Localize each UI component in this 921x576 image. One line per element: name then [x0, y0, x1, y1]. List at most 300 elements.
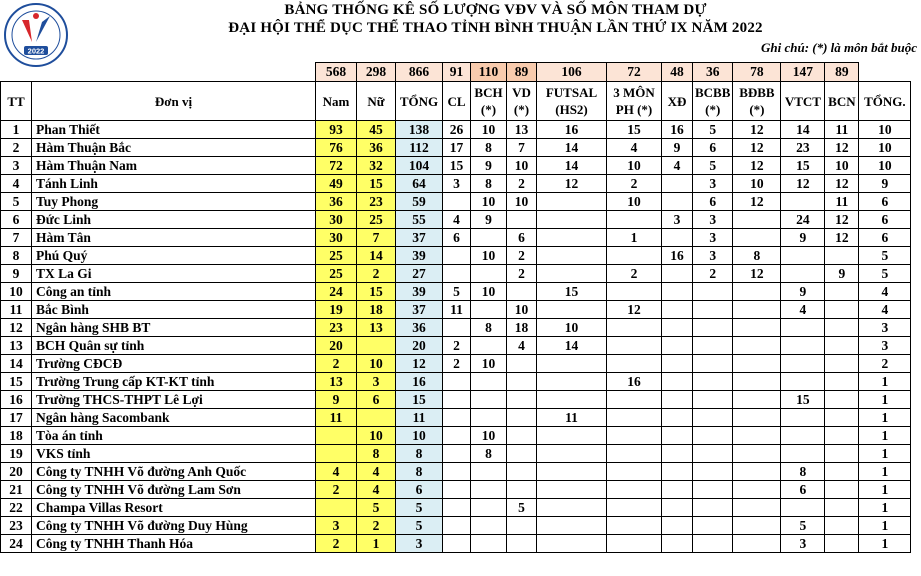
cell-cl: 11: [443, 301, 471, 319]
cell-3mon: 10: [607, 157, 662, 175]
cell-bdbb: 8: [733, 247, 781, 265]
cell-bcbb: 5: [693, 121, 733, 139]
cell-nu: 36: [357, 139, 396, 157]
cell-tong: 11: [396, 409, 443, 427]
cell-vd: 10: [507, 301, 537, 319]
cell-xd: [662, 481, 693, 499]
cell-tong: 55: [396, 211, 443, 229]
total-bch: 110: [471, 63, 507, 82]
cell-bcbb: 6: [693, 139, 733, 157]
table-row: [1, 373, 911, 391]
cell-xd: 16: [662, 247, 693, 265]
col-bcbb: BCBB (*): [693, 82, 733, 121]
cell-nu: 2: [357, 265, 396, 283]
cell-bcbb: [693, 517, 733, 535]
cell-vtct: [781, 445, 825, 463]
cell-tong: 3: [396, 535, 443, 553]
cell-bdbb: 12: [733, 139, 781, 157]
cell-unit: TX La Gi: [32, 265, 316, 283]
cell-3mon: [607, 283, 662, 301]
cell-vtct: 5: [781, 517, 825, 535]
cell-bcbb: [693, 283, 733, 301]
table-row: [1, 445, 911, 463]
cell-bcn: [825, 319, 859, 337]
cell-unit: Tuy Phong: [32, 193, 316, 211]
cell-cl: 2: [443, 337, 471, 355]
cell-tong: 104: [396, 157, 443, 175]
cell-tong: 15: [396, 391, 443, 409]
cell-nu: 15: [357, 175, 396, 193]
cell-nu: 13: [357, 319, 396, 337]
cell-3mon: 10: [607, 193, 662, 211]
table-row: [1, 301, 911, 319]
cell-nam: [316, 427, 357, 445]
cell-futsal: 12: [537, 175, 607, 193]
cell-vd: 6: [507, 229, 537, 247]
cell-vd: 10: [507, 193, 537, 211]
cell-nu: 45: [357, 121, 396, 139]
cell-nu: 23: [357, 193, 396, 211]
cell-futsal: [537, 535, 607, 553]
cell-vd: 18: [507, 319, 537, 337]
cell-bcn: [825, 373, 859, 391]
cell-tong-mon: 2: [859, 355, 911, 373]
cell-tong-mon: 1: [859, 481, 911, 499]
cell-3mon: [607, 391, 662, 409]
cell-tt: 17: [1, 409, 32, 427]
cell-xd: [662, 319, 693, 337]
cell-unit: Phan Thiết: [32, 121, 316, 139]
cell-vd: [507, 211, 537, 229]
cell-nu: [357, 337, 396, 355]
cell-bch: [471, 391, 507, 409]
cell-unit: Công ty TNHH Võ đường Anh Quốc: [32, 463, 316, 481]
cell-nu: 7: [357, 229, 396, 247]
cell-bch: 8: [471, 319, 507, 337]
cell-vtct: [781, 319, 825, 337]
cell-bdbb: [733, 283, 781, 301]
cell-bcn: 10: [825, 157, 859, 175]
cell-tt: 5: [1, 193, 32, 211]
table-row: [1, 319, 911, 337]
col-futsal: FUTSAL (HS2): [537, 82, 607, 121]
cell-nam: 23: [316, 319, 357, 337]
cell-vd: 2: [507, 265, 537, 283]
cell-tong-mon: 9: [859, 175, 911, 193]
cell-unit: Bắc Bình: [32, 301, 316, 319]
cell-bdbb: [733, 301, 781, 319]
cell-3mon: [607, 499, 662, 517]
cell-tong-mon: 10: [859, 139, 911, 157]
cell-tong: 36: [396, 319, 443, 337]
table-row: [1, 463, 911, 481]
cell-unit: Công ty TNHH Võ đường Lam Sơn: [32, 481, 316, 499]
col-cl: CL: [443, 82, 471, 121]
cell-3mon: [607, 445, 662, 463]
total-bdbb: 78: [733, 63, 781, 82]
cell-bcn: [825, 463, 859, 481]
cell-bdbb: [733, 445, 781, 463]
cell-xd: [662, 265, 693, 283]
cell-cl: 2: [443, 355, 471, 373]
cell-vd: 4: [507, 337, 537, 355]
cell-tt: 20: [1, 463, 32, 481]
cell-bdbb: [733, 229, 781, 247]
total-vd: 89: [507, 63, 537, 82]
cell-unit: Tánh Linh: [32, 175, 316, 193]
cell-tt: 4: [1, 175, 32, 193]
cell-tong-mon: 1: [859, 517, 911, 535]
cell-tong: 138: [396, 121, 443, 139]
col-3mon: 3 MÔN PH (*): [607, 82, 662, 121]
cell-tong-mon: 1: [859, 427, 911, 445]
cell-cl: [443, 265, 471, 283]
cell-futsal: 10: [537, 319, 607, 337]
cell-vtct: 24: [781, 211, 825, 229]
col-bch: BCH (*): [471, 82, 507, 121]
col-tong-mon: TỔNG.: [859, 82, 911, 121]
cell-bch: [471, 499, 507, 517]
page-title: BẢNG THỐNG KÊ SỐ LƯỢNG VĐV VÀ SỐ MÔN THAM DỰ: [284, 2, 707, 18]
cell-bcn: [825, 445, 859, 463]
cell-futsal: [537, 193, 607, 211]
cell-nam: 11: [316, 409, 357, 427]
cell-bch: 9: [471, 211, 507, 229]
cell-bch: 10: [471, 355, 507, 373]
col-nu: Nữ: [357, 82, 396, 121]
cell-tt: 9: [1, 265, 32, 283]
cell-tt: 2: [1, 139, 32, 157]
cell-3mon: [607, 247, 662, 265]
table-row: [1, 517, 911, 535]
cell-unit: Ngân hàng Sacombank: [32, 409, 316, 427]
cell-bdbb: [733, 517, 781, 535]
header-row: [1, 82, 911, 121]
col-vd: VD (*): [507, 82, 537, 121]
cell-bdbb: [733, 391, 781, 409]
cell-vtct: [781, 409, 825, 427]
cell-nam: 25: [316, 247, 357, 265]
cell-futsal: [537, 247, 607, 265]
cell-bcbb: [693, 463, 733, 481]
cell-xd: 9: [662, 139, 693, 157]
cell-tong-mon: 1: [859, 445, 911, 463]
cell-vtct: [781, 499, 825, 517]
cell-nu: [357, 409, 396, 427]
cell-cl: [443, 319, 471, 337]
total-tong: 866: [396, 63, 443, 82]
cell-xd: [662, 499, 693, 517]
cell-xd: [662, 355, 693, 373]
cell-bcn: 9: [825, 265, 859, 283]
cell-bcn: [825, 301, 859, 319]
cell-tong-mon: 1: [859, 391, 911, 409]
cell-bdbb: 10: [733, 175, 781, 193]
cell-unit: Công ty TNHH Võ đường Duy Hùng: [32, 517, 316, 535]
cell-tong: 27: [396, 265, 443, 283]
cell-cl: [443, 427, 471, 445]
cell-tong: 112: [396, 139, 443, 157]
cell-nam: 25: [316, 265, 357, 283]
total-xd: 48: [662, 63, 693, 82]
cell-nam: 20: [316, 337, 357, 355]
cell-xd: [662, 535, 693, 553]
cell-vtct: [781, 427, 825, 445]
cell-xd: [662, 175, 693, 193]
cell-tong-mon: 5: [859, 247, 911, 265]
cell-cl: [443, 535, 471, 553]
cell-nu: 3: [357, 373, 396, 391]
col-tong: TỔNG: [396, 82, 443, 121]
cell-tong: 64: [396, 175, 443, 193]
total-nam: 568: [316, 63, 357, 82]
cell-bch: 10: [471, 283, 507, 301]
cell-bcn: [825, 409, 859, 427]
cell-tong: 8: [396, 463, 443, 481]
cell-vd: [507, 373, 537, 391]
cell-vd: [507, 427, 537, 445]
cell-tong: 16: [396, 373, 443, 391]
table-row: [1, 157, 911, 175]
col-xd: XĐ: [662, 82, 693, 121]
cell-bdbb: 12: [733, 265, 781, 283]
cell-tt: 6: [1, 211, 32, 229]
table-row: [1, 499, 911, 517]
cell-xd: [662, 517, 693, 535]
cell-bch: [471, 373, 507, 391]
cell-unit: BCH Quân sự tỉnh: [32, 337, 316, 355]
cell-3mon: [607, 319, 662, 337]
col-bcn: BCN: [825, 82, 859, 121]
cell-bch: 8: [471, 139, 507, 157]
cell-nam: 4: [316, 463, 357, 481]
cell-3mon: [607, 463, 662, 481]
cell-vtct: 4: [781, 301, 825, 319]
cell-tt: 3: [1, 157, 32, 175]
cell-cl: [443, 193, 471, 211]
col-unit: Đơn vị: [32, 82, 316, 121]
cell-cl: 15: [443, 157, 471, 175]
cell-bdbb: [733, 409, 781, 427]
cell-vtct: 15: [781, 157, 825, 175]
cell-nam: 2: [316, 355, 357, 373]
cell-vd: [507, 283, 537, 301]
cell-cl: [443, 409, 471, 427]
cell-tong: 12: [396, 355, 443, 373]
cell-bch: 10: [471, 247, 507, 265]
page-subtitle: ĐẠI HỘI THỂ DỤC THỂ THAO TỈNH BÌNH THUẬN LẦN THỨ IX NĂM 2022: [228, 20, 763, 36]
cell-bch: 8: [471, 445, 507, 463]
cell-nam: 30: [316, 211, 357, 229]
cell-tong-mon: 3: [859, 337, 911, 355]
cell-bcbb: [693, 319, 733, 337]
table-row: [1, 535, 911, 553]
cell-3mon: 16: [607, 373, 662, 391]
cell-tong-mon: 6: [859, 211, 911, 229]
table-row: [1, 337, 911, 355]
cell-futsal: [537, 355, 607, 373]
cell-vtct: [781, 265, 825, 283]
cell-unit: Champa Villas Resort: [32, 499, 316, 517]
cell-nu: 18: [357, 301, 396, 319]
cell-bch: [471, 535, 507, 553]
cell-nam: 2: [316, 481, 357, 499]
cell-nu: 6: [357, 391, 396, 409]
cell-tong: 39: [396, 283, 443, 301]
cell-bcn: [825, 499, 859, 517]
totals-row: [1, 63, 911, 82]
cell-tt: 12: [1, 319, 32, 337]
cell-cl: 5: [443, 283, 471, 301]
cell-cl: 17: [443, 139, 471, 157]
cell-futsal: 16: [537, 121, 607, 139]
cell-3mon: 2: [607, 265, 662, 283]
cell-nu: 15: [357, 283, 396, 301]
cell-xd: 4: [662, 157, 693, 175]
cell-bcbb: [693, 391, 733, 409]
cell-nam: 49: [316, 175, 357, 193]
cell-3mon: 15: [607, 121, 662, 139]
cell-cl: 26: [443, 121, 471, 139]
total-cl: 91: [443, 63, 471, 82]
cell-bcbb: [693, 355, 733, 373]
cell-bch: 10: [471, 193, 507, 211]
cell-bcbb: [693, 481, 733, 499]
cell-vtct: [781, 337, 825, 355]
cell-tt: 1: [1, 121, 32, 139]
table-row: [1, 229, 911, 247]
cell-cl: [443, 481, 471, 499]
cell-vd: 5: [507, 499, 537, 517]
cell-tong-mon: 10: [859, 157, 911, 175]
cell-futsal: [537, 499, 607, 517]
cell-xd: [662, 229, 693, 247]
cell-vd: [507, 463, 537, 481]
cell-tong: 39: [396, 247, 443, 265]
cell-nu: 32: [357, 157, 396, 175]
cell-tt: 10: [1, 283, 32, 301]
cell-nam: 36: [316, 193, 357, 211]
cell-tong: 59: [396, 193, 443, 211]
cell-tong-mon: 1: [859, 409, 911, 427]
cell-futsal: 11: [537, 409, 607, 427]
cell-bcn: 11: [825, 193, 859, 211]
table-row: [1, 265, 911, 283]
cell-nu: 4: [357, 463, 396, 481]
cell-tt: 19: [1, 445, 32, 463]
table-row: [1, 211, 911, 229]
cell-nu: 8: [357, 445, 396, 463]
cell-unit: Hàm Tân: [32, 229, 316, 247]
cell-bcn: [825, 535, 859, 553]
cell-vtct: 9: [781, 229, 825, 247]
cell-nam: 9: [316, 391, 357, 409]
cell-futsal: [537, 211, 607, 229]
table-row: [1, 391, 911, 409]
cell-nam: 19: [316, 301, 357, 319]
cell-3mon: [607, 337, 662, 355]
cell-bcbb: [693, 301, 733, 319]
table-row: [1, 283, 911, 301]
cell-vtct: 6: [781, 481, 825, 499]
cell-bdbb: [733, 337, 781, 355]
cell-bcn: [825, 355, 859, 373]
cell-cl: [443, 499, 471, 517]
cell-vtct: [781, 247, 825, 265]
games-emblem-icon: [2, 2, 70, 68]
cell-xd: [662, 391, 693, 409]
cell-xd: [662, 373, 693, 391]
cell-bcbb: 2: [693, 265, 733, 283]
cell-bdbb: [733, 211, 781, 229]
cell-bcbb: 5: [693, 157, 733, 175]
cell-unit: Trường Trung cấp KT-KT tỉnh: [32, 373, 316, 391]
cell-futsal: [537, 391, 607, 409]
cell-bcn: 11: [825, 121, 859, 139]
cell-nam: [316, 499, 357, 517]
cell-unit: Trường THCS-THPT Lê Lợi: [32, 391, 316, 409]
cell-vtct: 15: [781, 391, 825, 409]
cell-vd: 13: [507, 121, 537, 139]
table-row: [1, 355, 911, 373]
cell-bcn: 12: [825, 211, 859, 229]
cell-bcbb: 3: [693, 175, 733, 193]
cell-bdbb: 12: [733, 193, 781, 211]
cell-futsal: [537, 481, 607, 499]
cell-bcbb: [693, 499, 733, 517]
cell-bcn: [825, 337, 859, 355]
cell-bch: [471, 517, 507, 535]
cell-tong: 20: [396, 337, 443, 355]
cell-tt: 15: [1, 373, 32, 391]
cell-vd: [507, 391, 537, 409]
total-vtct: 147: [781, 63, 825, 82]
table-row: [1, 409, 911, 427]
cell-bch: [471, 337, 507, 355]
cell-xd: 16: [662, 121, 693, 139]
cell-nu: 25: [357, 211, 396, 229]
cell-bcbb: 3: [693, 247, 733, 265]
cell-tong: 8: [396, 445, 443, 463]
cell-tt: 13: [1, 337, 32, 355]
cell-bcn: [825, 427, 859, 445]
cell-unit: Đức Linh: [32, 211, 316, 229]
cell-cl: [443, 517, 471, 535]
cell-tong: 5: [396, 499, 443, 517]
cell-vtct: 23: [781, 139, 825, 157]
cell-cl: [443, 373, 471, 391]
cell-futsal: 14: [537, 337, 607, 355]
cell-bdbb: [733, 481, 781, 499]
table-row: [1, 247, 911, 265]
cell-unit: VKS tỉnh: [32, 445, 316, 463]
cell-cl: 3: [443, 175, 471, 193]
cell-nam: 72: [316, 157, 357, 175]
cell-vd: [507, 535, 537, 553]
cell-bcbb: 6: [693, 193, 733, 211]
cell-xd: [662, 409, 693, 427]
cell-bcbb: [693, 337, 733, 355]
cell-bdbb: 12: [733, 157, 781, 175]
stats-table: [0, 62, 911, 553]
cell-bdbb: [733, 373, 781, 391]
cell-tt: 7: [1, 229, 32, 247]
cell-xd: 3: [662, 211, 693, 229]
cell-nam: 24: [316, 283, 357, 301]
cell-vtct: 14: [781, 121, 825, 139]
cell-vtct: 8: [781, 463, 825, 481]
cell-vtct: 3: [781, 535, 825, 553]
